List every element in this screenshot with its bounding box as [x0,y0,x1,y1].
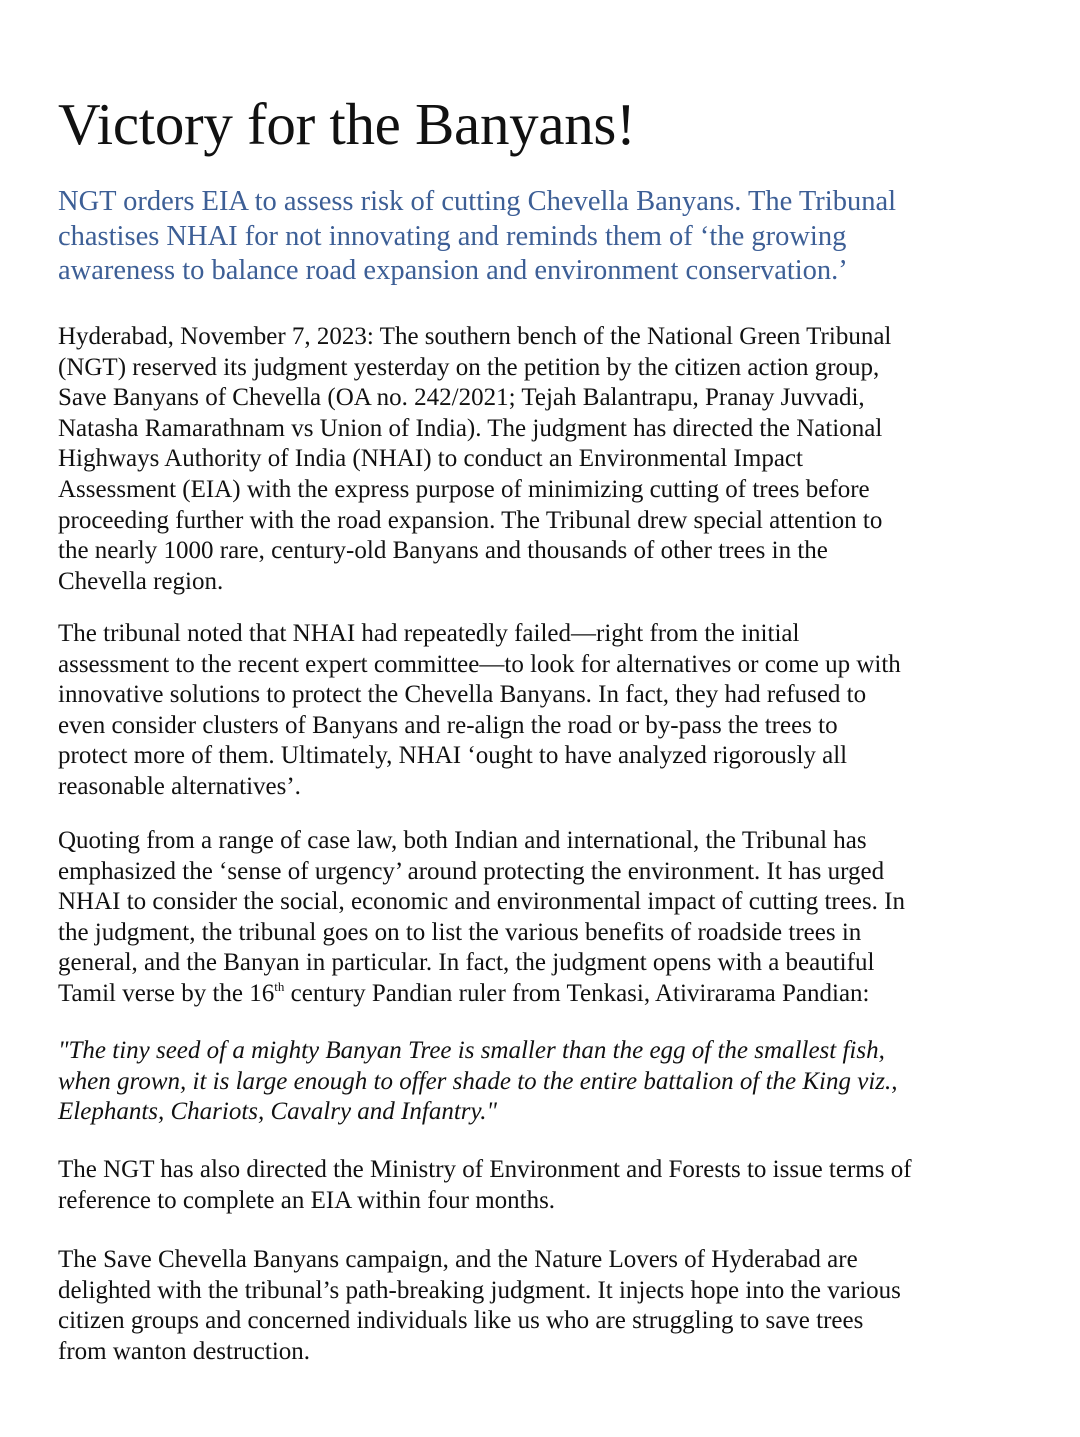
text-line: Quoting from a range of case law, both Indian and international, the Tribunal has [58,827,867,854]
paragraph-judgment-summary [58,322,1048,597]
text-line: The NGT has also directed the Ministry of Environment and Forests to issue terms of [58,1156,912,1183]
subtitle [58,185,1048,289]
paragraph-moef-directive [58,1155,1048,1216]
text-line: The Save Chevella Banyans campaign, and the Nature Lovers of Hyderabad are [58,1246,858,1273]
paragraph-campaign-reaction [58,1245,1048,1367]
text-line: Natasha Ramarathnam vs Union of India). The judgment has directed the National [58,414,883,442]
text-line: from wanton destruction. [58,1337,311,1365]
text-line: the judgment, the tribunal goes on to list the various benefits of roadside trees in [58,918,862,946]
quote-line: "The tiny seed of a mighty Banyan Tree is smaller than the egg of the smallest fish, [58,1037,885,1064]
subtitle-line: NGT orders EIA to assess risk of cutting Chevella Banyans. The Tribunal [58,186,897,217]
text-line: The tribunal noted that NHAI had repeatedly failed—right from the initial [58,620,800,647]
subtitle-line: chastises NHAI for not innovating and reminds them of ‘the growing [58,220,847,252]
quote-line: Elephants, Chariots, Cavalry and Infantry." [58,1098,497,1126]
text-line: general, and the Banyan in particular. In fact, the judgment opens with a beautiful [58,949,875,977]
text-line: NHAI to consider the social, economic and environmental impact of cutting trees. In [58,888,905,916]
text-line: Highways Authority of India (NHAI) to conduct an Environmental Impact [58,445,803,473]
banyan-verse-quote [58,1036,1048,1128]
text-line: the nearly 1000 rare, century-old Banyans and thousands of other trees in the [58,537,828,565]
text-line: even consider clusters of Banyans and re-align the road or by-pass the trees to [58,711,838,739]
paragraph-nhai-failures [58,619,1048,803]
text-line-tamil-verse [58,979,1048,1010]
text-line: delighted with the tribunal’s path-breaking judgment. It injects hope into the various [58,1276,901,1304]
text-line: emphasized the ‘sense of urgency’ around protecting the environment. It has urged [58,857,885,885]
text-line: assessment to the recent expert committee—to look for alternatives or come up with [58,650,901,678]
quote-line: when grown, it is large enough to offer shade to the entire battalion of the King viz., [58,1067,898,1095]
text-line: Assessment (EIA) with the express purpose of minimizing cutting of trees before [58,475,870,503]
text-line: (NGT) reserved its judgment yesterday on the petition by the citizen action group, [58,353,880,381]
text-line: reference to complete an EIA within four months. [58,1186,556,1214]
text-line: innovative solutions to protect the Chevella Banyans. In fact, they had refused to [58,681,867,709]
tamil-line-end: century Pandian ruler from Tenkasi, Ativirarama Pandian: [284,979,870,1007]
text-line: proceeding further with the road expansion. The Tribunal drew special attention to [58,506,883,534]
superscript-ordinal: th [274,978,285,994]
text-line: Chevella region. [58,567,224,595]
paragraph-case-law [58,826,1048,1010]
page-title: Victory for the Banyans! [58,91,636,157]
subtitle-line: awareness to balance road expansion and environment conservation.’ [58,255,848,286]
text-line: protect more of them. Ultimately, NHAI ‘ought to have analyzed rigorously all [58,742,848,770]
text-line: Save Banyans of Chevella (OA no. 242/2021; Tejah Balantrapu, Pranay Juvvadi, [58,384,865,412]
tamil-line-start: Tamil verse by the 16 [58,979,275,1007]
text-line: Hyderabad, November 7, 2023: The southern bench of the National Green Tribunal [58,323,892,350]
text-line: reasonable alternatives’. [58,772,301,800]
text-line: citizen groups and concerned individuals like us who are struggling to save trees [58,1307,864,1335]
